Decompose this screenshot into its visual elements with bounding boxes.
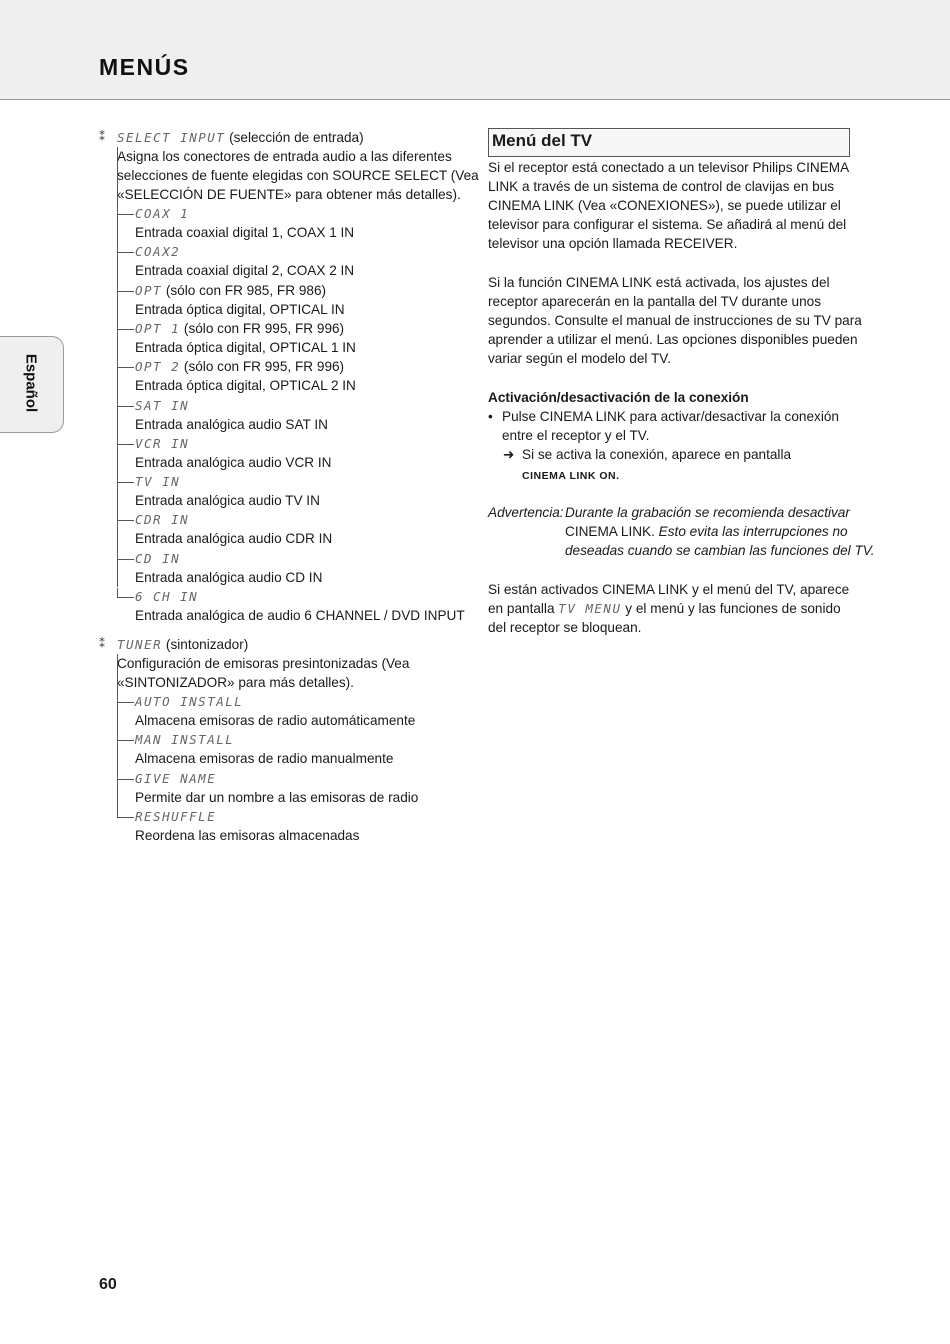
- menu-option: [135, 549, 180, 568]
- warning-line: [565, 522, 848, 541]
- option-note: (sólo con FR 985, FR 986): [162, 282, 327, 298]
- select-input-label: (selección de entrada): [225, 130, 364, 145]
- menu-option: [135, 204, 189, 223]
- tree-connector: [117, 291, 134, 292]
- option-lcd: MAN INSTALL: [135, 732, 235, 748]
- tuner-desc: Configuración de emisoras presintonizadas (Vea: [117, 656, 410, 671]
- menu-star-icon: ⁑: [99, 130, 105, 144]
- menu-option: [135, 472, 180, 491]
- paragraph-line: [488, 599, 841, 618]
- tree-connector: [117, 779, 134, 780]
- option-lcd: AUTO INSTALL: [135, 694, 244, 709]
- tree-connector: [117, 588, 134, 598]
- paragraph-line: televisor una opción llamada RECEIVER.: [488, 236, 738, 251]
- tree-connector: [117, 252, 134, 253]
- option-lcd: GIVE NAME: [135, 770, 217, 786]
- option-desc: Entrada analógica audio TV IN: [135, 493, 320, 509]
- bullet-line: entre el receptor y el TV.: [502, 428, 650, 443]
- tree-connector: [117, 520, 134, 521]
- page-number: 60: [99, 1276, 117, 1293]
- option-desc: Almacena emisoras de radio manualmente: [135, 751, 394, 767]
- paragraph-line: televisor para configurar el sistema. Se añadirá al menú del: [488, 217, 847, 232]
- option-note: (sólo con FR 995, FR 996): [180, 359, 345, 375]
- paragraph-text: y el menú y las funciones de sonido: [621, 601, 841, 616]
- option-lcd: OPT 1: [135, 320, 181, 336]
- language-tab-label: Español: [22, 353, 40, 413]
- paragraph-line: variar según el modelo del TV.: [488, 351, 671, 366]
- tree-connector: [117, 559, 134, 560]
- option-desc: Entrada óptica digital, OPTICAL IN: [135, 301, 345, 317]
- tuner-label: (sintonizador): [162, 637, 249, 652]
- menu-option: [135, 281, 326, 300]
- option-desc: Entrada coaxial digital 1, COAX 1 IN: [135, 225, 355, 240]
- menu-option: [135, 242, 180, 261]
- option-desc: Almacena emisoras de radio automáticamente: [135, 713, 416, 728]
- option-lcd: CDR IN: [135, 512, 190, 528]
- tree-connector: [117, 740, 134, 741]
- menu-option: [135, 807, 216, 826]
- option-desc: Entrada analógica audio CD IN: [135, 569, 323, 585]
- menu-option: [135, 434, 189, 453]
- paragraph-line: Si el receptor está conectado a un televisor Philips CINEMA: [488, 160, 850, 175]
- tree-connector: [117, 702, 134, 703]
- paragraph-line: Si están activados CINEMA LINK y el menú del TV, aparece: [488, 582, 850, 597]
- menu-option: [135, 730, 234, 749]
- option-note: (sólo con FR 995, FR 996): [180, 320, 345, 336]
- arrow-note: Si se activa la conexión, aparece en pantalla: [522, 447, 792, 462]
- paragraph-line: CINEMA LINK (Vea «CONEXIONES»), se puede utilizar el: [488, 198, 841, 213]
- bullet-icon: •: [488, 409, 493, 424]
- option-lcd: OPT: [135, 282, 163, 298]
- option-lcd: RESHUFFLE: [135, 808, 217, 824]
- section-title: Menú del TV: [492, 131, 593, 150]
- option-lcd: SAT IN: [135, 397, 190, 413]
- option-desc: Entrada analógica audio SAT IN: [135, 416, 328, 432]
- tv-menu-lcd: TV MENU: [558, 601, 622, 616]
- option-desc: Entrada óptica digital, OPTICAL 1 IN: [135, 339, 356, 355]
- paragraph-line: segundos. Consulte el manual de instrucciones de su TV para: [488, 313, 862, 328]
- menu-option: [135, 510, 189, 529]
- paragraph-line: Si la función CINEMA LINK está activada, los ajustes del: [488, 275, 830, 290]
- option-lcd: OPT 2: [135, 359, 181, 375]
- menu-option: [135, 692, 243, 711]
- arrow-icon: ➜: [503, 447, 515, 462]
- select-input-lcd: SELECT INPUT: [117, 130, 226, 145]
- option-desc: Entrada analógica audio VCR IN: [135, 454, 332, 470]
- warning-line: Durante la grabación se recomienda desactivar: [565, 505, 850, 520]
- bullet-line: Pulse CINEMA LINK para activar/desactivar la conexión: [502, 409, 839, 424]
- tree-connector: [117, 367, 134, 368]
- menu-star-icon: ⁑: [99, 637, 105, 651]
- option-lcd: 6 CH IN: [135, 589, 199, 604]
- paragraph-line: aprender a utilizar el menú. Las opciones disponibles pueden: [488, 332, 858, 347]
- warning-plain: CINEMA LINK.: [565, 524, 655, 539]
- paragraph-line: receptor aparecerán en la pantalla del TV durante unos: [488, 294, 822, 309]
- menu-option: [135, 357, 344, 376]
- option-desc: Entrada óptica digital, OPTICAL 2 IN: [135, 378, 356, 394]
- paragraph-line: LINK a través de un sistema de control de clavijas en bus: [488, 179, 835, 194]
- option-desc: Permite dar un nombre a las emisoras de radio: [135, 789, 419, 805]
- tree-connector: [117, 406, 134, 407]
- paragraph-line: del receptor se bloquean.: [488, 620, 642, 635]
- menu-option: [135, 769, 216, 788]
- warning-line: deseadas cuando se cambian las funciones del TV.: [565, 543, 875, 558]
- menu-option: [135, 587, 198, 606]
- option-desc: Entrada coaxial digital 2, COAX 2 IN: [135, 263, 355, 279]
- menu-option: [135, 396, 189, 415]
- option-desc: Entrada analógica audio CDR IN: [135, 531, 333, 547]
- tree-line: [117, 147, 118, 204]
- option-desc: Reordena las emisoras almacenadas: [135, 827, 360, 843]
- tuner-lcd: TUNER: [117, 637, 163, 652]
- option-desc: Entrada analógica de audio 6 CHANNEL / DVD INPUT: [135, 608, 465, 623]
- tree-line: [117, 204, 118, 587]
- option-lcd: COAX2: [135, 244, 181, 260]
- option-lcd: TV IN: [135, 474, 181, 490]
- option-lcd: VCR IN: [135, 435, 190, 451]
- display-text: CINEMA LINK ON.: [522, 470, 620, 482]
- select-input-desc: selecciones de fuente elegidas con SOURCE SELECT (Vea: [117, 168, 479, 183]
- tree-line: [117, 654, 118, 808]
- paragraph-text: en pantalla: [488, 601, 559, 616]
- warning-italic: Esto evita las interrupciones no: [654, 524, 848, 539]
- page-title: MENÚS: [99, 54, 190, 80]
- page-header: [0, 0, 950, 100]
- option-lcd: CD IN: [135, 550, 181, 566]
- tuner-heading: [117, 635, 248, 654]
- subheading: Activación/desactivación de la conexión: [488, 390, 749, 405]
- tree-connector: [117, 808, 134, 818]
- tree-connector: [117, 214, 134, 215]
- tree-connector: [117, 444, 134, 445]
- warning-label: Advertencia:: [488, 505, 564, 520]
- tree-connector: [117, 482, 134, 483]
- option-lcd: COAX 1: [135, 206, 190, 221]
- select-input-desc: «SELECCIÓN DE FUENTE» para obtener más detalles).: [117, 187, 461, 202]
- select-input-heading: [117, 128, 364, 147]
- select-input-desc: Asigna los conectores de entrada audio a las diferentes: [117, 149, 452, 164]
- tuner-desc: «SINTONIZADOR» para más detalles).: [117, 675, 354, 690]
- tree-connector: [117, 329, 134, 330]
- menu-option: [135, 319, 344, 338]
